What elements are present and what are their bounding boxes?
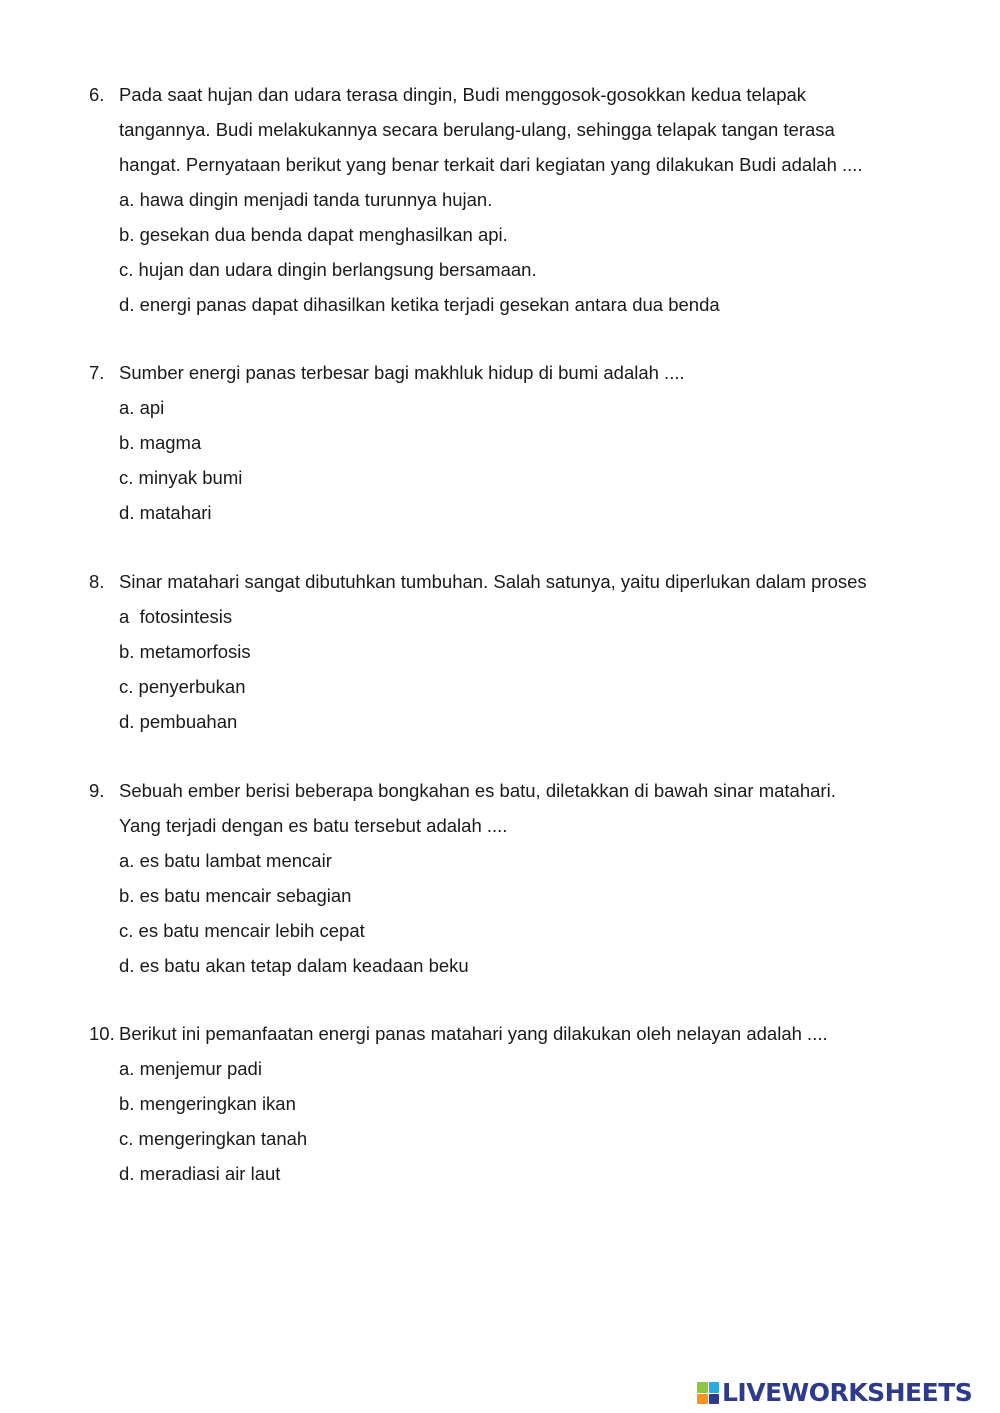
question-text-line: Berikut ini pemanfaatan energi panas matahari yang dilakukan oleh nelayan adalah .... bbox=[119, 1023, 828, 1044]
question-number: 9. bbox=[89, 780, 105, 801]
question-text-line: Sumber energi panas terbesar bagi makhluk hidup di bumi adalah .... bbox=[119, 362, 685, 383]
answer-option-d: d. matahari bbox=[119, 502, 212, 523]
logo-square-navy bbox=[709, 1394, 720, 1405]
answer-option-c: c. mengeringkan tanah bbox=[119, 1128, 308, 1149]
question-number: 10. bbox=[89, 1023, 115, 1044]
answer-option-a: a fotosintesis bbox=[119, 606, 233, 627]
question-text-line: tangannya. Budi melakukannya secara berulang-ulang, sehingga telapak tangan terasa bbox=[119, 119, 835, 140]
answer-option-d: d. energi panas dapat dihasilkan ketika terjadi gesekan antara dua benda bbox=[119, 294, 720, 315]
answer-option-d: d. meradiasi air laut bbox=[119, 1163, 281, 1184]
answer-option-c: c. minyak bumi bbox=[119, 467, 243, 488]
answer-option-b: b. mengeringkan ikan bbox=[119, 1093, 296, 1114]
answer-option-b: b. magma bbox=[119, 432, 202, 453]
question-body bbox=[119, 564, 949, 739]
answer-option-a: a. api bbox=[119, 397, 165, 418]
question-text-line: Yang terjadi dengan es batu tersebut adalah .... bbox=[119, 815, 508, 836]
answer-option-d: d. pembuahan bbox=[119, 711, 238, 732]
question-text-line: Pada saat hujan dan udara terasa dingin, Budi menggosok-gosokkan kedua telapak bbox=[119, 84, 807, 105]
answer-option-c: c. es batu mencair lebih cepat bbox=[119, 920, 365, 941]
answer-option-c: c. penyerbukan bbox=[119, 676, 246, 697]
question-text-line: Sinar matahari sangat dibutuhkan tumbuhan. Salah satunya, yaitu diperlukan dalam proses bbox=[119, 571, 867, 592]
question-text-line: hangat. Pernyataan berikut yang benar terkait dari kegiatan yang dilakukan Budi adalah .... bbox=[119, 154, 863, 175]
logo-square-green bbox=[697, 1382, 708, 1393]
answer-option-d: d. es batu akan tetap dalam keadaan beku bbox=[119, 955, 469, 976]
answer-option-a: a. hawa dingin menjadi tanda turunnya hujan. bbox=[119, 189, 493, 210]
question-number: 8. bbox=[89, 571, 105, 592]
answer-option-a: a. es batu lambat mencair bbox=[119, 850, 332, 871]
question-text-line: Sebuah ember berisi beberapa bongkahan es batu, diletakkan di bawah sinar matahari. bbox=[119, 780, 836, 801]
answer-option-c: c. hujan dan udara dingin berlangsung bersamaan. bbox=[119, 259, 537, 280]
brand-name: LIVEWORKSHEETS bbox=[722, 1378, 973, 1407]
question-body bbox=[119, 773, 949, 983]
liveworksheets-logo bbox=[697, 1376, 972, 1410]
answer-option-a: a. menjemur padi bbox=[119, 1058, 262, 1079]
liveworksheets-logo-icon bbox=[697, 1382, 719, 1404]
answer-option-b: b. metamorfosis bbox=[119, 641, 251, 662]
answer-option-b: b. gesekan dua benda dapat menghasilkan api. bbox=[119, 224, 508, 245]
question-number: 7. bbox=[89, 362, 105, 383]
answer-option-b: b. es batu mencair sebagian bbox=[119, 885, 352, 906]
logo-square-blue bbox=[709, 1382, 720, 1393]
question-number: 6. bbox=[89, 84, 105, 105]
logo-square-orange bbox=[697, 1394, 708, 1405]
question-body bbox=[119, 1016, 949, 1191]
question-body bbox=[119, 77, 949, 322]
question-body bbox=[119, 355, 949, 530]
